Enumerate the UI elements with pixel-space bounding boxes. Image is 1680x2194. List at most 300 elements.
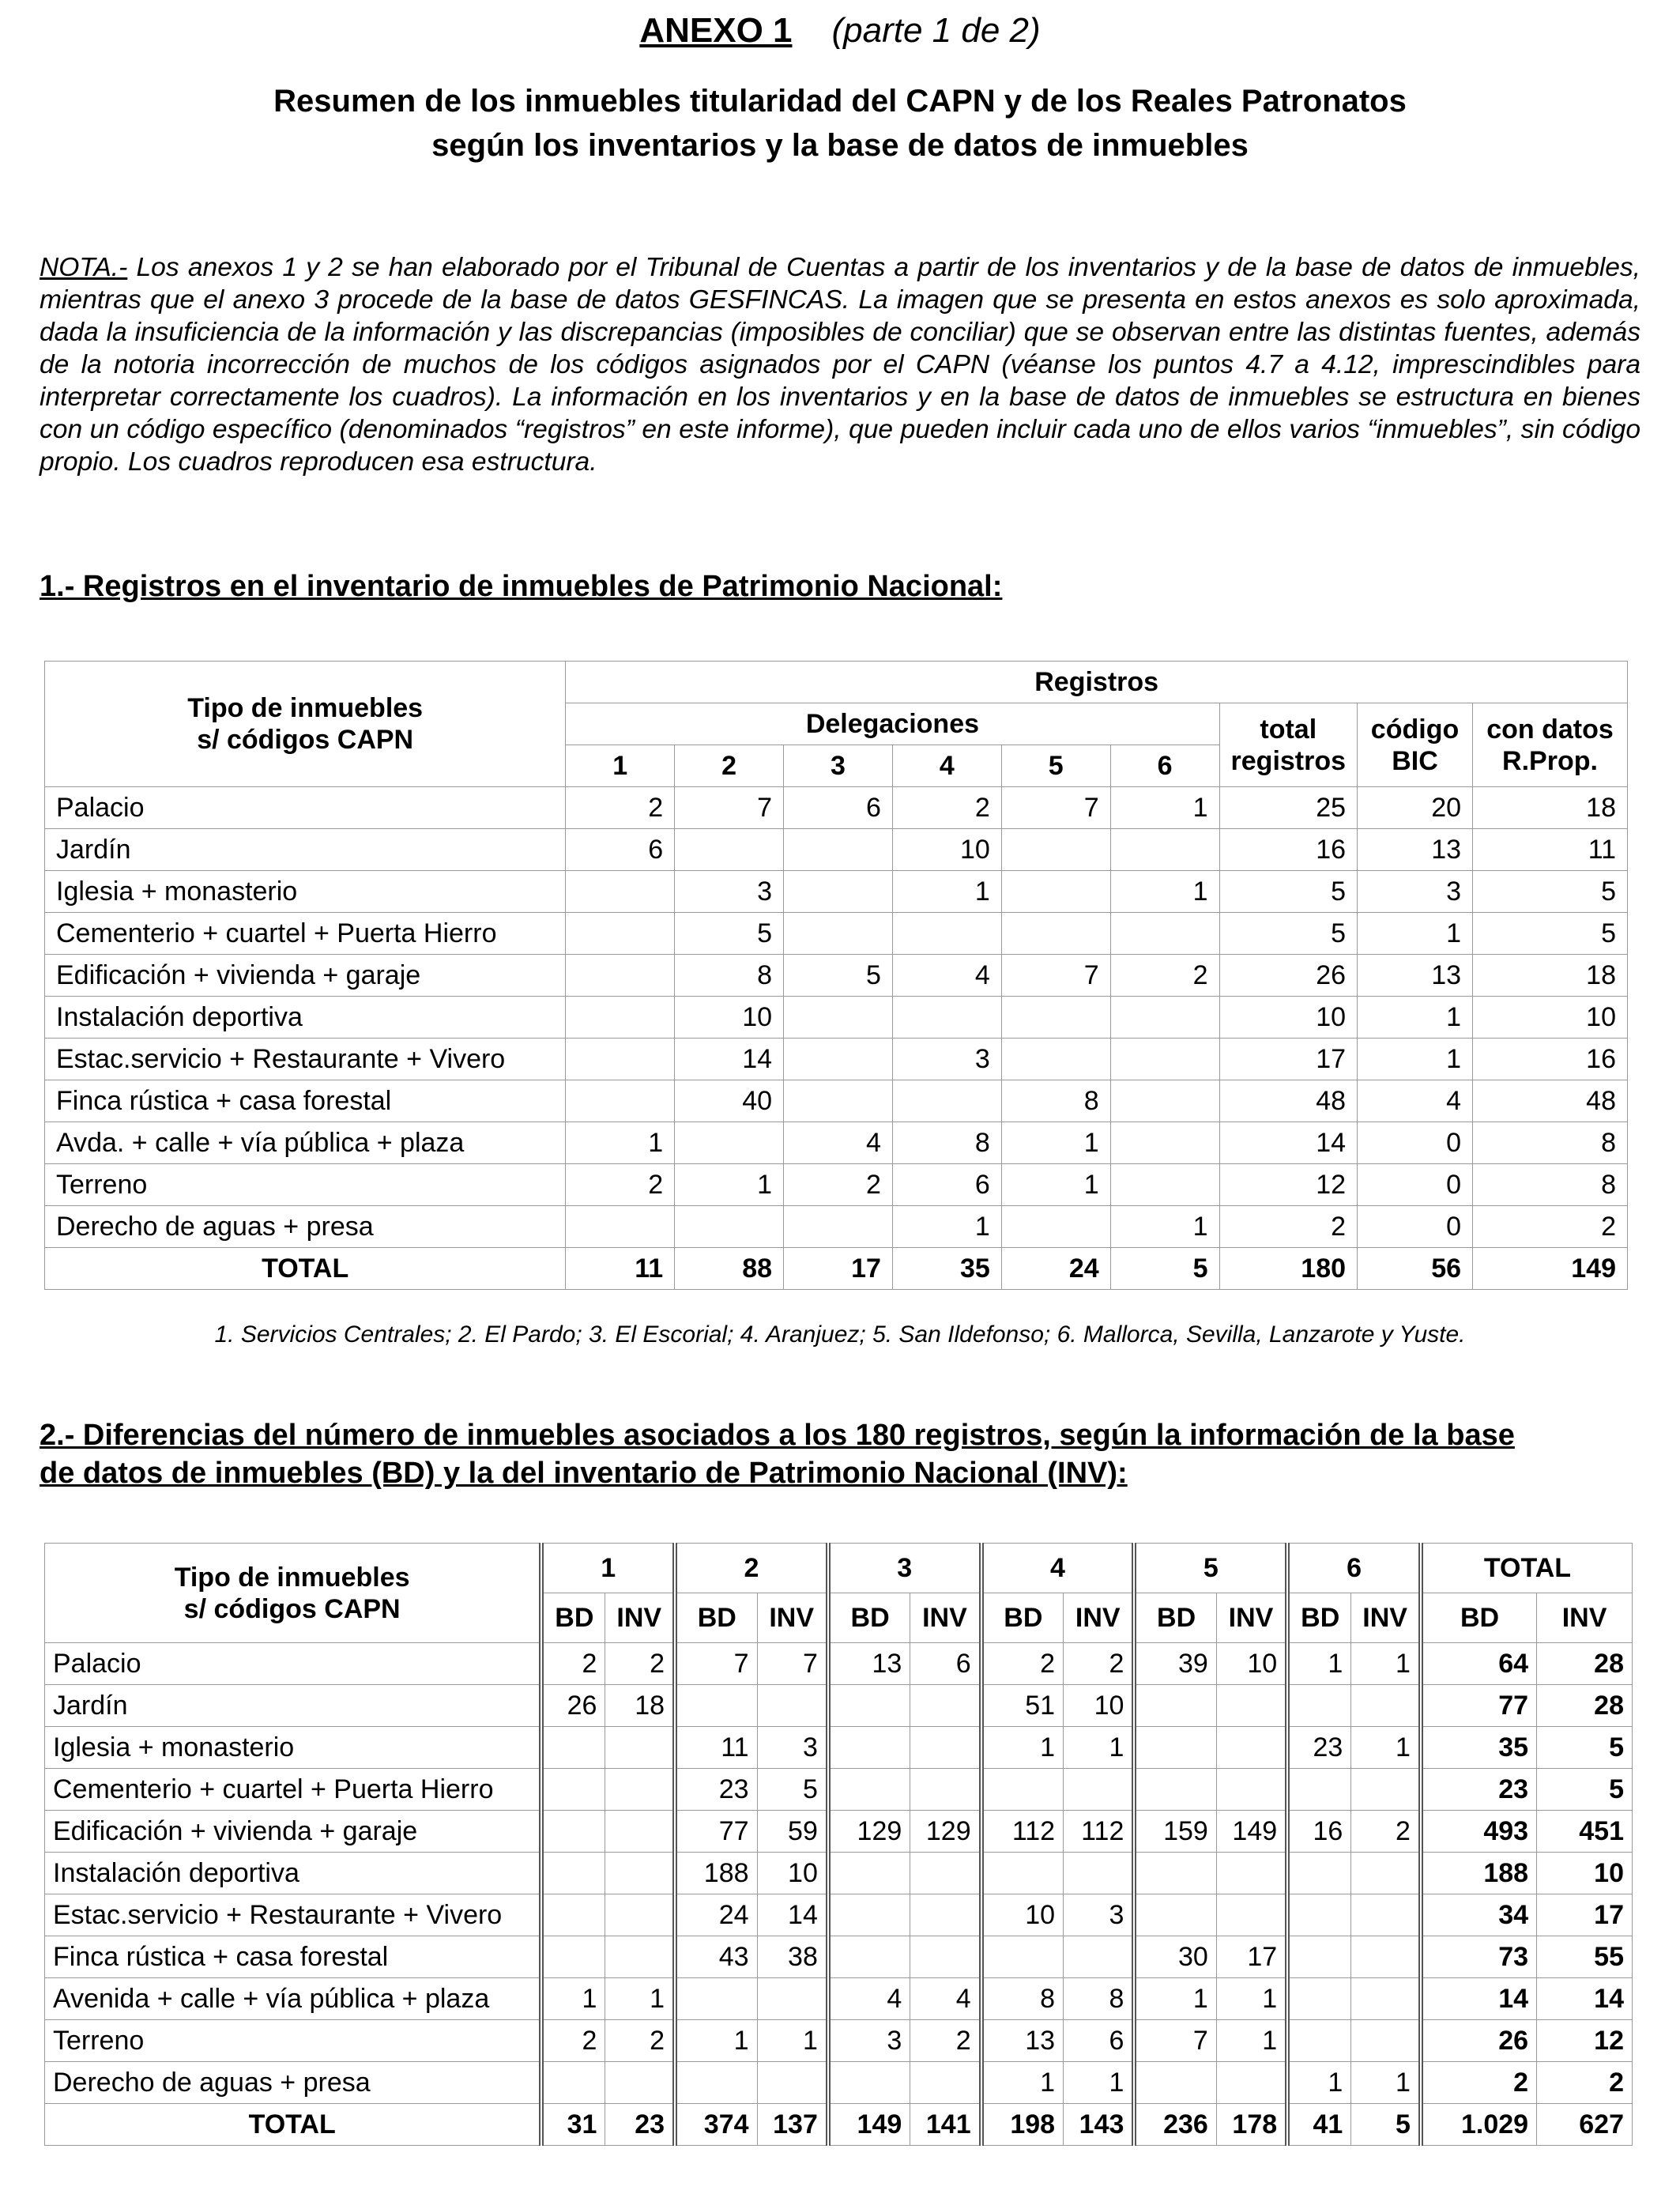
delegations-legend: 1. Servicios Centrales; 2. El Pardo; 3. El Escorial; 4. Aranjuez; 5. San Ildefonso; 6. Mallorca, Sevilla, Lanzarote y Yuste. — [214, 1321, 1466, 1348]
table-cell — [1110, 1039, 1219, 1080]
table-cell — [828, 1853, 910, 1894]
table-cell: 1 — [566, 1122, 675, 1164]
table-cell — [892, 1080, 1001, 1122]
table-cell: 1 — [981, 1727, 1064, 1769]
table-cell — [828, 1894, 910, 1936]
table-cell — [1216, 1685, 1287, 1727]
t2-header-group: 6 — [1287, 1544, 1421, 1593]
table-row — [45, 1811, 1633, 1853]
table-cell: 77 — [1421, 1685, 1537, 1727]
table-cell — [828, 1769, 910, 1811]
table-cell: 3 — [675, 871, 784, 913]
table-cell — [541, 1936, 605, 1978]
table-cell: 7 — [675, 1643, 757, 1685]
table-cell — [784, 829, 893, 871]
table-cell — [605, 1769, 675, 1811]
note-text: Los anexos 1 y 2 se han elaborado por el Tribunal de Cuentas a partir de los inventarios y de la base de datos de inmuebles, mientras que el anexo 3 procede de la base de datos GESFINCAS. La imagen que se presenta en estos anexos es solo aproximada, dada la insuficiencia de la información y las discrepancias (imposibles de conciliar) que se observan entre las distintas fuentes, además de la notoria incorrección de muchos de los códigos asignados por el CAPN (véanse los puntos 4.7 a 4.12, imprescindibles para interpretar correctamente los cuadros). La información en los inventarios y en la base de datos de inmuebles se estructura en bienes con un código específico (denominados “registros” en este informe), que pueden incluir cada uno de ellos varios “inmuebles”, sin código propio. Los cuadros reproducen esa estructura. — [40, 253, 1640, 477]
table-cell: 16 — [1473, 1039, 1628, 1080]
table-cell: 2 — [1110, 955, 1219, 997]
table-cell — [605, 1894, 675, 1936]
table-row — [45, 1039, 1628, 1080]
table-cell — [1134, 1853, 1216, 1894]
table-cell: 8 — [1001, 1080, 1110, 1122]
table-cell: 26 — [1219, 955, 1358, 997]
total-cell: 88 — [675, 1248, 784, 1290]
table-cell — [828, 1727, 910, 1769]
table-row — [45, 1206, 1628, 1248]
table-cell: 1 — [1001, 1122, 1110, 1164]
table-row — [45, 1978, 1633, 2020]
table-cell: 12 — [1537, 2020, 1633, 2062]
table-row — [45, 1853, 1633, 1894]
table-row — [45, 1080, 1628, 1122]
page-title — [40, 11, 1640, 51]
total-cell: 137 — [757, 2104, 828, 2146]
table-cell — [1110, 829, 1219, 871]
t1-header-deleg: 2 — [675, 745, 784, 787]
table-cell: 35 — [1421, 1727, 1537, 1769]
table-cell: 23 — [675, 1769, 757, 1811]
total-cell: 35 — [892, 1248, 1001, 1290]
table-cell: 16 — [1219, 829, 1358, 871]
table-cell: 13 — [1358, 829, 1473, 871]
table-cell — [1134, 1894, 1216, 1936]
table-cell: 2 — [566, 1164, 675, 1206]
table-cell — [910, 1853, 981, 1894]
row-label: Edificación + vivienda + garaje — [45, 955, 566, 997]
table-cell — [981, 1853, 1064, 1894]
total-cell: 23 — [605, 2104, 675, 2146]
table-cell: 5 — [757, 1769, 828, 1811]
table-cell: 159 — [1134, 1811, 1216, 1853]
table-cell: 18 — [1473, 787, 1628, 829]
table-cell — [1216, 2062, 1287, 2104]
table-cell: 1 — [605, 1978, 675, 2020]
total-row — [45, 1248, 1628, 1290]
table-cell: 3 — [757, 1727, 828, 1769]
table-row — [45, 1643, 1633, 1685]
table-cell — [1351, 1936, 1421, 1978]
total-cell: 17 — [784, 1248, 893, 1290]
table-cell — [605, 1811, 675, 1853]
table-cell: 17 — [1537, 1894, 1633, 1936]
row-label: Derecho de aguas + presa — [45, 2062, 542, 2104]
t2-header-group: TOTAL — [1421, 1544, 1633, 1593]
row-label: Iglesia + monasterio — [45, 1727, 542, 1769]
table-cell: 16 — [1287, 1811, 1351, 1853]
table-cell: 8 — [675, 955, 784, 997]
table-cell — [1351, 1894, 1421, 1936]
table-cell: 77 — [675, 1811, 757, 1853]
table-cell — [910, 1936, 981, 1978]
table-cell: 2 — [1537, 2062, 1633, 2104]
table-cell — [828, 2062, 910, 2104]
row-label: Instalación deportiva — [45, 1853, 542, 1894]
table-cell: 14 — [1219, 1122, 1358, 1164]
table-cell: 2 — [1064, 1643, 1135, 1685]
total-cell: 627 — [1537, 2104, 1633, 2146]
total-cell: 198 — [981, 2104, 1064, 2146]
total-cell: 5 — [1351, 2104, 1421, 2146]
t2-header-inv: INV — [1216, 1593, 1287, 1643]
table-cell: 6 — [1064, 2020, 1135, 2062]
table-cell — [1134, 1727, 1216, 1769]
row-label: Jardín — [45, 829, 566, 871]
table-cell — [1351, 1769, 1421, 1811]
table-row — [45, 1727, 1633, 1769]
table-cell: 40 — [675, 1080, 784, 1122]
total-cell: 5 — [1110, 1248, 1219, 1290]
table-cell: 1 — [1064, 1727, 1135, 1769]
table-cell: 112 — [981, 1811, 1064, 1853]
t1-header-rprop: con datos R.Prop. — [1473, 703, 1628, 787]
total-cell: 141 — [910, 2104, 981, 2146]
table-cell — [1287, 1978, 1351, 2020]
table-cell: 1 — [1287, 2062, 1351, 2104]
t2-header-inv: INV — [910, 1593, 981, 1643]
page-subtitle — [40, 79, 1640, 168]
table-cell — [981, 1769, 1064, 1811]
table-cell: 0 — [1358, 1164, 1473, 1206]
table-cell — [757, 1978, 828, 2020]
table-cell: 10 — [1219, 997, 1358, 1039]
table-cell — [675, 829, 784, 871]
total-cell: 31 — [541, 2104, 605, 2146]
table-cell — [566, 955, 675, 997]
table-cell: 7 — [1001, 955, 1110, 997]
table-cell: 2 — [1421, 2062, 1537, 2104]
table-cell — [566, 1039, 675, 1080]
table-cell — [910, 1769, 981, 1811]
table-cell: 1 — [1351, 1643, 1421, 1685]
table-cell: 451 — [1537, 1811, 1633, 1853]
row-label: Estac.servicio + Restaurante + Vivero — [45, 1894, 542, 1936]
table-cell: 10 — [1064, 1685, 1135, 1727]
t2-header-bd: BD — [1134, 1593, 1216, 1643]
table-cell — [1110, 1164, 1219, 1206]
table-cell — [784, 913, 893, 955]
table-cell: 3 — [892, 1039, 1001, 1080]
table-cell: 1 — [1110, 787, 1219, 829]
table-cell: 48 — [1219, 1080, 1358, 1122]
t2-header-inv: INV — [1537, 1593, 1633, 1643]
table-cell: 2 — [541, 2020, 605, 2062]
t2-header-group: 5 — [1134, 1544, 1287, 1593]
table-cell — [784, 1039, 893, 1080]
t2-header-inv: INV — [757, 1593, 828, 1643]
table-cell — [541, 1811, 605, 1853]
table-cell — [1110, 1122, 1219, 1164]
table-cell: 129 — [910, 1811, 981, 1853]
table-row — [45, 829, 1628, 871]
table-cell — [910, 2062, 981, 2104]
table-row — [45, 955, 1628, 997]
table-cell — [910, 1894, 981, 1936]
table-cell: 1 — [1358, 1039, 1473, 1080]
table-cell: 129 — [828, 1811, 910, 1853]
table-cell: 11 — [1473, 829, 1628, 871]
table-cell: 17 — [1219, 1039, 1358, 1080]
table-cell: 59 — [757, 1811, 828, 1853]
table-row — [45, 2062, 1633, 2104]
table-row — [45, 1936, 1633, 1978]
table-cell: 4 — [828, 1978, 910, 2020]
table-cell: 34 — [1421, 1894, 1537, 1936]
table-cell: 1 — [675, 1164, 784, 1206]
table-cell — [1110, 1080, 1219, 1122]
table-cell: 7 — [757, 1643, 828, 1685]
total-row — [45, 2104, 1633, 2146]
table-cell — [566, 997, 675, 1039]
table-cell: 10 — [892, 829, 1001, 871]
table-cell: 1 — [1358, 997, 1473, 1039]
total-cell: 11 — [566, 1248, 675, 1290]
row-label: Jardín — [45, 1685, 542, 1727]
total-cell: 143 — [1064, 2104, 1135, 2146]
table-cell: 8 — [1473, 1164, 1628, 1206]
table-cell: 23 — [1421, 1769, 1537, 1811]
table-cell: 10 — [675, 997, 784, 1039]
table-cell — [541, 1769, 605, 1811]
note-paragraph — [40, 251, 1640, 478]
table-row — [45, 913, 1628, 955]
t1-header-delegaciones: Delegaciones — [566, 703, 1219, 745]
table-cell — [910, 1727, 981, 1769]
table-cell: 25 — [1219, 787, 1358, 829]
row-label: Terreno — [45, 1164, 566, 1206]
table-row — [45, 2020, 1633, 2062]
t2-header-group: 3 — [828, 1544, 981, 1593]
table-cell: 5 — [1537, 1727, 1633, 1769]
table-cell — [1351, 1978, 1421, 2020]
table-cell: 2 — [981, 1643, 1064, 1685]
table-cell: 4 — [1358, 1080, 1473, 1122]
t1-header-total: total registros — [1219, 703, 1358, 787]
table-cell — [566, 871, 675, 913]
table-cell: 0 — [1358, 1122, 1473, 1164]
table-cell — [566, 913, 675, 955]
diferencias-table — [44, 1543, 1633, 2146]
table-cell — [541, 1727, 605, 1769]
table-cell — [828, 1936, 910, 1978]
table-cell — [541, 2062, 605, 2104]
total-cell: 1.029 — [1421, 2104, 1537, 2146]
table-cell: 2 — [892, 787, 1001, 829]
table-cell: 13 — [1358, 955, 1473, 997]
table-cell: 26 — [541, 1685, 605, 1727]
table-cell: 4 — [784, 1122, 893, 1164]
table-cell: 55 — [1537, 1936, 1633, 1978]
t1-header-tipo: Tipo de inmuebles s/ códigos CAPN — [45, 662, 566, 787]
table-cell — [1001, 997, 1110, 1039]
table-cell — [1351, 1853, 1421, 1894]
table-cell: 5 — [1219, 871, 1358, 913]
table-cell: 1 — [981, 2062, 1064, 2104]
annex-title: ANEXO 1 — [639, 11, 793, 50]
table-cell: 43 — [675, 1936, 757, 1978]
table-cell: 20 — [1358, 787, 1473, 829]
t2-header-tipo: Tipo de inmuebles s/ códigos CAPN — [45, 1544, 542, 1643]
row-label: Palacio — [45, 787, 566, 829]
table-cell: 38 — [757, 1936, 828, 1978]
table-cell — [1287, 1685, 1351, 1727]
table-row — [45, 871, 1628, 913]
t2-header-bd: BD — [675, 1593, 757, 1643]
table-cell: 493 — [1421, 1811, 1537, 1853]
table-cell — [1216, 1727, 1287, 1769]
section2-title: 2.- Diferencias del número de inmuebles asociados a los 180 registros, según la información de la base de datos de inmuebles (BD) y la del inventario de Patrimonio Nacional (INV): — [40, 1419, 1515, 1490]
table-cell — [541, 1894, 605, 1936]
table-cell: 6 — [566, 829, 675, 871]
row-label: Edificación + vivienda + garaje — [45, 1811, 542, 1853]
table-cell: 1 — [1351, 1727, 1421, 1769]
table-cell: 2 — [1351, 1811, 1421, 1853]
table-cell — [892, 997, 1001, 1039]
table-cell — [605, 1936, 675, 1978]
table-cell — [675, 1206, 784, 1248]
table-cell — [675, 2062, 757, 2104]
table-cell — [784, 1206, 893, 1248]
table-cell: 5 — [675, 913, 784, 955]
t2-header-group: 2 — [675, 1544, 828, 1593]
total-cell: 374 — [675, 2104, 757, 2146]
table-cell: 28 — [1537, 1643, 1633, 1685]
table-cell: 12 — [1219, 1164, 1358, 1206]
table-cell — [1351, 2020, 1421, 2062]
subtitle-line-1: Resumen de los inmuebles titularidad del CAPN y de los Reales Patronatos — [273, 84, 1407, 119]
table-cell — [1287, 1894, 1351, 1936]
row-label: Avda. + calle + vía pública + plaza — [45, 1122, 566, 1164]
table-cell: 1 — [675, 2020, 757, 2062]
table-cell: 5 — [1219, 913, 1358, 955]
section1-title: 1.- Registros en el inventario de inmuebles de Patrimonio Nacional: — [40, 570, 1003, 603]
table-cell — [1287, 1769, 1351, 1811]
table-cell — [1001, 829, 1110, 871]
table-row — [45, 1769, 1633, 1811]
table-cell: 23 — [1287, 1727, 1351, 1769]
table-cell: 28 — [1537, 1685, 1633, 1727]
table-cell: 8 — [892, 1122, 1001, 1164]
table-cell — [757, 1685, 828, 1727]
table-row — [45, 1164, 1628, 1206]
table-cell — [784, 871, 893, 913]
table-row — [45, 1894, 1633, 1936]
table-cell — [910, 1685, 981, 1727]
table-cell: 10 — [1537, 1853, 1633, 1894]
table-cell: 8 — [1473, 1122, 1628, 1164]
row-label: Iglesia + monasterio — [45, 871, 566, 913]
total-cell: 24 — [1001, 1248, 1110, 1290]
registros-table — [44, 661, 1628, 1290]
table-cell: 1 — [1001, 1164, 1110, 1206]
table-cell: 48 — [1473, 1080, 1628, 1122]
table-cell: 2 — [605, 2020, 675, 2062]
table-cell: 1 — [757, 2020, 828, 2062]
t1-header-registros: Registros — [566, 662, 1628, 703]
table-cell: 1 — [1351, 2062, 1421, 2104]
table-cell: 73 — [1421, 1936, 1537, 1978]
table-cell — [1001, 871, 1110, 913]
row-label: Palacio — [45, 1643, 542, 1685]
table-cell — [1351, 1685, 1421, 1727]
annex-part: (parte 1 de 2) — [831, 11, 1041, 50]
table-cell — [1134, 1769, 1216, 1811]
table-cell — [981, 1936, 1064, 1978]
table-cell: 4 — [892, 955, 1001, 997]
table-cell: 1 — [1110, 1206, 1219, 1248]
table-cell: 11 — [675, 1727, 757, 1769]
total-cell: 178 — [1216, 2104, 1287, 2146]
table-cell: 10 — [1216, 1643, 1287, 1685]
table-cell: 39 — [1134, 1643, 1216, 1685]
table-cell: 10 — [1473, 997, 1628, 1039]
table-cell: 1 — [1064, 2062, 1135, 2104]
total-cell: 149 — [1473, 1248, 1628, 1290]
total-cell: 236 — [1134, 2104, 1216, 2146]
table-cell: 5 — [1473, 871, 1628, 913]
table-cell: 13 — [981, 2020, 1064, 2062]
table-cell: 24 — [675, 1894, 757, 1936]
table-cell: 6 — [910, 1643, 981, 1685]
row-label: Instalación deportiva — [45, 997, 566, 1039]
table-cell — [892, 913, 1001, 955]
table-cell — [1216, 1853, 1287, 1894]
table-cell — [828, 1685, 910, 1727]
table-cell: 14 — [757, 1894, 828, 1936]
table-cell: 14 — [1421, 1978, 1537, 2020]
row-label: Terreno — [45, 2020, 542, 2062]
table-cell — [541, 1853, 605, 1894]
table-cell: 1 — [1134, 1978, 1216, 2020]
row-label: Estac.servicio + Restaurante + Vivero — [45, 1039, 566, 1080]
table-cell — [675, 1978, 757, 2020]
table-cell — [1134, 1685, 1216, 1727]
table-cell: 1 — [1358, 913, 1473, 955]
table-cell: 3 — [828, 2020, 910, 2062]
table-cell: 1 — [1216, 2020, 1287, 2062]
table-cell — [784, 997, 893, 1039]
t2-header-group: 1 — [541, 1544, 675, 1593]
table-cell: 5 — [784, 955, 893, 997]
table-cell — [605, 2062, 675, 2104]
table-cell — [675, 1122, 784, 1164]
table-cell: 18 — [1473, 955, 1628, 997]
table-cell: 2 — [605, 1643, 675, 1685]
t2-header-bd: BD — [828, 1593, 910, 1643]
t2-header-group: 4 — [981, 1544, 1135, 1593]
table-cell — [605, 1727, 675, 1769]
table-cell — [1216, 1769, 1287, 1811]
table-cell: 6 — [892, 1164, 1001, 1206]
table-cell — [1287, 2020, 1351, 2062]
table-cell: 4 — [910, 1978, 981, 2020]
row-label: Derecho de aguas + presa — [45, 1206, 566, 1248]
t1-header-deleg: 1 — [566, 745, 675, 787]
table-cell: 51 — [981, 1685, 1064, 1727]
table-cell — [566, 1206, 675, 1248]
table-cell — [1001, 1039, 1110, 1080]
total-label: TOTAL — [45, 2104, 542, 2146]
table-cell — [1134, 2062, 1216, 2104]
table-cell — [1216, 1894, 1287, 1936]
table-cell — [675, 1685, 757, 1727]
row-label: Finca rústica + casa forestal — [45, 1936, 542, 1978]
table-cell: 0 — [1358, 1206, 1473, 1248]
total-cell: 41 — [1287, 2104, 1351, 2146]
table-cell: 14 — [1537, 1978, 1633, 2020]
note-label: NOTA.- — [40, 253, 128, 282]
table-cell: 7 — [1001, 787, 1110, 829]
